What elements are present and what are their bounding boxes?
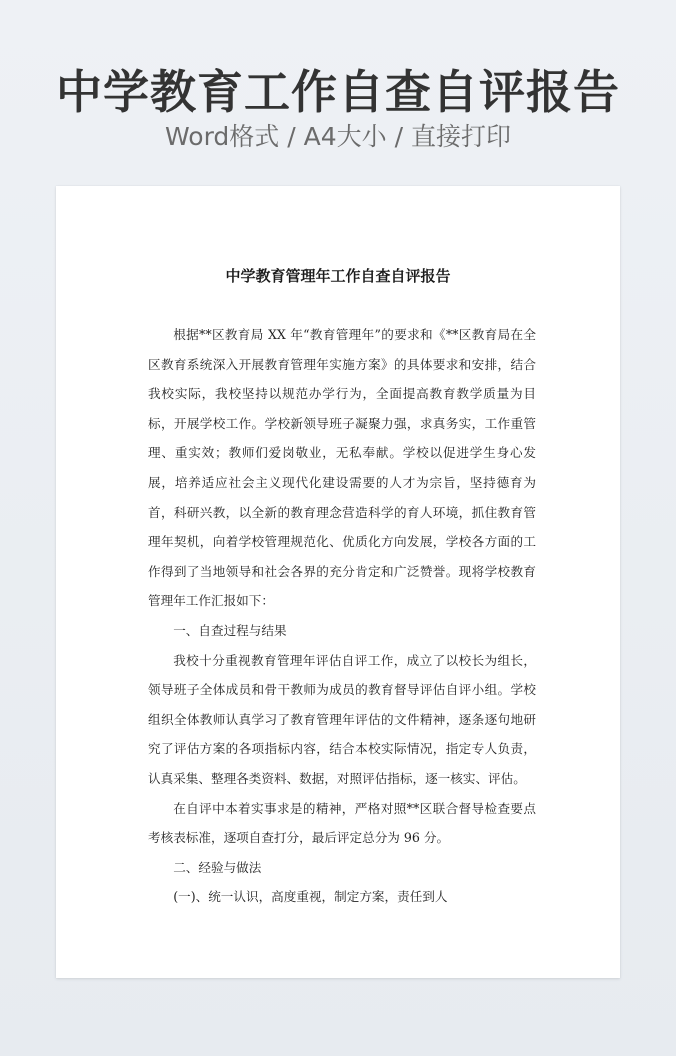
banner-title: 中学教育工作自查自评报告	[56, 65, 620, 119]
document-body	[148, 320, 536, 912]
banner-subtitle: Word格式 / A4大小 / 直接打印	[165, 122, 511, 151]
paragraph-intro: 根据**区教育局 XX 年“教育管理年”的要求和《**区教育局在全区教育系统深入开展教育管理年实施方案》的具体要求和安排，结合我校实际，我校坚持以规范办学行为，全面提高教育教学质量为目标，开展学校工作。学校新领导班子凝聚力强，求真务实，工作重管理、重实效；教师们爱岗敬业，无私奉献。学校以促进学生身心发展，培养适应社会主义现代化建设需要的人才为宗旨，坚持德育为首，科研兴教，以全新的教育理念营造科学的育人环境，抓住教育管理年契机，向着学校管理规范化、优质化方向发展，学校各方面的工作得到了当地领导和社会各界的充分肯定和广泛赞誉。现将学校教育管理年工作汇报如下：	[148, 327, 536, 609]
subsection-heading-unified-understanding: (一)、统一认识，高度重视，制定方案，责任到人	[173, 889, 448, 905]
document-title: 中学教育管理年工作自查自评报告	[225, 267, 451, 285]
document-page	[56, 186, 620, 978]
paragraph-self-check-process: 我校十分重视教育管理年评估自评工作，成立了以校长为组长，领导班子全体成员和骨干教师为成员的教育督导评估自评小组。学校组织全体教师认真学习了教育管理年评估的文件精神，逐条逐句地研究了评估方案的各项指标内容，结合本校实际情况，指定专人负责，认真采集、整理各类资料、数据，对照评估指标，逐一核实、评估。	[148, 652, 536, 786]
section-heading-self-check: 一、自查过程与结果	[173, 622, 287, 638]
paragraph-self-check-result: 在自评中本着实事求是的精神，严格对照**区联合督导检查要点考核表标准，逐项自查打分，最后评定总分为 96 分。	[148, 800, 536, 846]
banner-header	[0, 0, 676, 180]
section-heading-experience: 二、经验与做法	[173, 859, 262, 875]
